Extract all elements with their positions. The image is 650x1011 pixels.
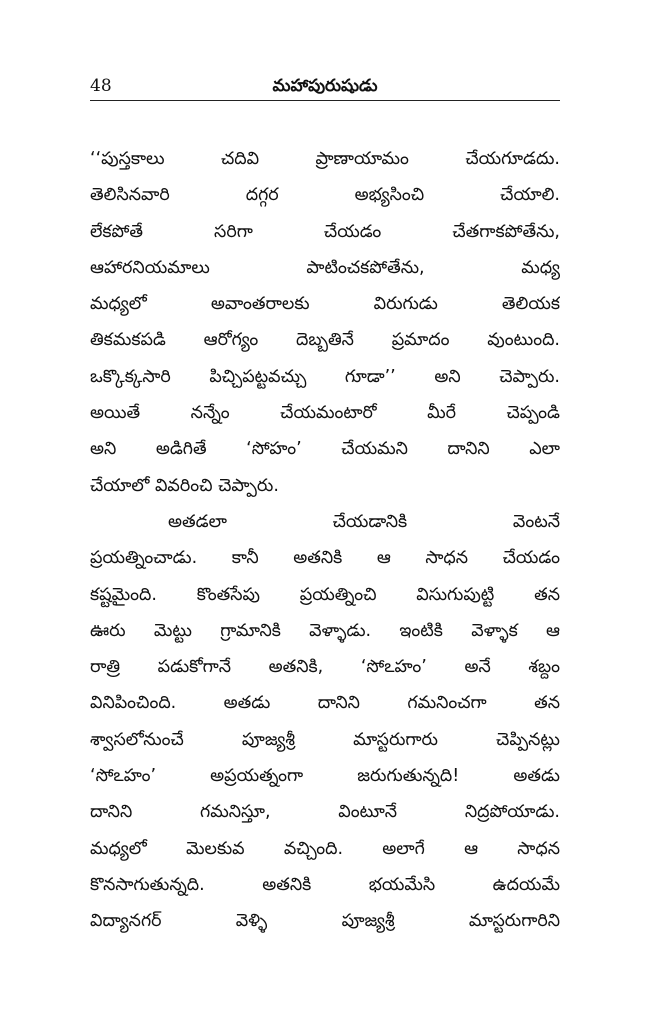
text-line: ప్రయత్నించాడు. కానీ అతనికి ఆ సాధన చేయడం (90, 548, 560, 569)
text-line-paragraph-end: చేయాలో వివరించి చెప్పారు. (90, 475, 279, 496)
text-line: తికమకపడి ఆరోగ్యం దెబ్బతినే ప్రమాదం వుంటుంది. (90, 330, 560, 351)
text-line: వినిపించింది. అతడు దానిని గమనించగా తన (90, 693, 560, 714)
text-line: విద్యానగర్ వెళ్ళి పూజ్యశ్రీ మాస్టరుగారిని (90, 911, 560, 932)
text-line: మధ్యలో అవాంతరాలకు విరుగుడు తెలియక (90, 294, 560, 315)
body-text (90, 141, 560, 940)
running-title: మహాపురుషుడు (272, 76, 378, 96)
text-line: దానిని గమనిస్తూ, వింటూనే నిద్రపోయాడు. (90, 802, 560, 823)
text-line: శ్వాసలోనుంచే పూజ్యశ్రీ మాస్టరుగారు చెప్పినట్లు (90, 729, 560, 750)
text-line: కొనసాగుతున్నది. అతనికి భయమేసి ఉదయమే (90, 874, 560, 895)
page-number: 48 (90, 76, 112, 96)
text-line: ఒక్కొక్కసారి పిచ్చిపట్టవచ్చు గూడా’’ అని చెప్పారు. (90, 366, 560, 387)
text-line: లేకపోతే సరిగా చేయడం చేతగాకపోతేను, (90, 221, 560, 242)
text-line: అయితే నన్నేం చేయమంటారో మీరే చెప్పండి (90, 403, 560, 424)
text-line: రాత్రి పడుకోగానే అతనికి, ‘సోఽహం’ అనే శబ్దం (90, 657, 560, 678)
text-line: ‘‘పుస్తకాలు చదివి ప్రాణాయామం చేయగూడదు. (90, 149, 560, 169)
text-line: అని అడిగితే ‘సోహం’ చేయమని దానిని ఎలా (90, 439, 560, 460)
text-line: మధ్యలో మెలకువ వచ్చింది. అలాగే ఆ సాధన (90, 838, 560, 859)
text-line: ఊరు మెట్టు గ్రామానికి వెళ్ళాడు. ఇంటికి వెళ్ళాక ఆ (90, 620, 560, 641)
text-line: తెలిసినవారి దగ్గర అభ్యసించి చేయాలి. (90, 185, 560, 206)
text-line: కష్టమైంది. కొంతసేపు ప్రయత్నించి విసుగుపుట్టి తన (90, 584, 560, 605)
text-line: ‘సోఽహం’ అప్రయత్నంగా జరుగుతున్నది! అతడు (90, 766, 560, 787)
page-header (90, 74, 560, 100)
header-rule (90, 100, 560, 101)
text-line-paragraph-start: అతడలా చేయడానికి వెంటనే (168, 511, 560, 532)
text-line: ఆహారనియమాలు పాటించకపోతేను, మధ్య (90, 257, 560, 278)
